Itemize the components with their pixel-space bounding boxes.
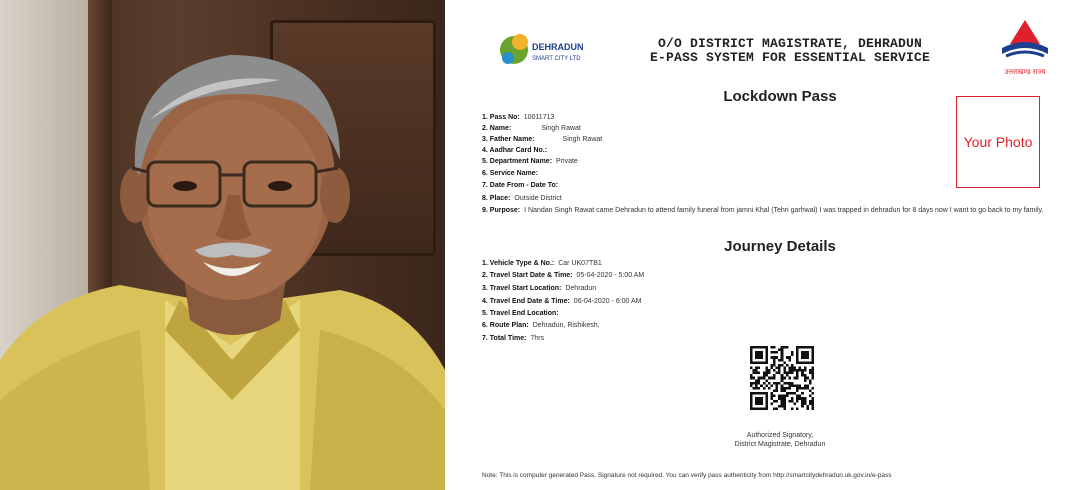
logo-text-dehradun: DEHRADUN — [532, 42, 584, 52]
pass-field-service: 6. Service Name: — [482, 170, 539, 177]
journey-details-title: Journey Details — [724, 238, 836, 255]
lockdown-pass-title: Lockdown Pass — [723, 88, 837, 105]
emblem-caption: उत्तराखण्ड राज्य — [1004, 68, 1046, 76]
portrait-photo — [0, 0, 445, 490]
journey-field-route-plan: 6. Route Plan: Dehradun, Rishikesh, — [482, 322, 600, 329]
photo-placeholder — [956, 96, 1040, 188]
journey-field-start-location: 3. Travel Start Location: Dehradun — [482, 285, 597, 292]
journey-field-vehicle: 1. Vehicle Type & No.: Car UK07TB1 — [482, 260, 602, 267]
authorized-signatory — [690, 431, 870, 449]
journey-field-start-datetime: 2. Travel Start Date & Time: 05-04-2020 - 5:00 AM — [482, 272, 645, 279]
logo-text-smart-city: SMART CITY LTD — [532, 56, 581, 62]
dehradun-smart-city-logo — [498, 28, 590, 74]
person-illustration — [0, 0, 445, 490]
footer-verification-note: Note: This is computer generated Pass. Signature not required. You can verify pass authenticity from http://smartcitydehradun.uk.gov.in/e-pass — [482, 472, 892, 479]
pass-field-purpose: 9. Purpose: I Nandan Singh Rawat came Dehradun to attend family funeral from jamni Khal (Tehri garhwal) I was trapped in dehradun for 8 days now I want to go back to my family. — [482, 207, 1044, 214]
pass-field-father-name: 3. Father Name: Singh Rawat — [482, 136, 603, 143]
pass-field-department: 5. Department Name: Private — [482, 158, 578, 165]
journey-field-end-datetime: 4. Travel End Date & Time: 06-04-2020 - 6:00 AM — [482, 298, 642, 305]
pass-field-date-range: 7. Date From - Date To: — [482, 182, 559, 189]
uttarakhand-state-emblem — [990, 14, 1060, 80]
header-system-title: E-PASS SYSTEM FOR ESSENTIAL SERVICE — [649, 50, 931, 65]
journey-field-end-location: 5. Travel End Location: — [482, 310, 559, 317]
signatory-title: Authorized Signatory, — [746, 432, 814, 439]
pass-field-aadhar: 4. Aadhar Card No.: — [482, 147, 548, 154]
journey-field-total-time: 7. Total Time: 7hrs — [482, 335, 545, 342]
pass-field-pass-no: 1. Pass No: 10011713 — [482, 114, 555, 121]
photo-placeholder-label: Your Photo — [963, 134, 1033, 150]
pass-field-place: 8. Place: Outside District — [482, 195, 562, 202]
signatory-office: District Magistrate, Dehradun — [734, 441, 826, 448]
qr-code — [750, 346, 814, 410]
header-office-title: O/O DISTRICT MAGISTRATE, DEHRADUN — [657, 36, 923, 51]
pass-field-name: 2. Name: Singh Rawat — [482, 125, 581, 132]
